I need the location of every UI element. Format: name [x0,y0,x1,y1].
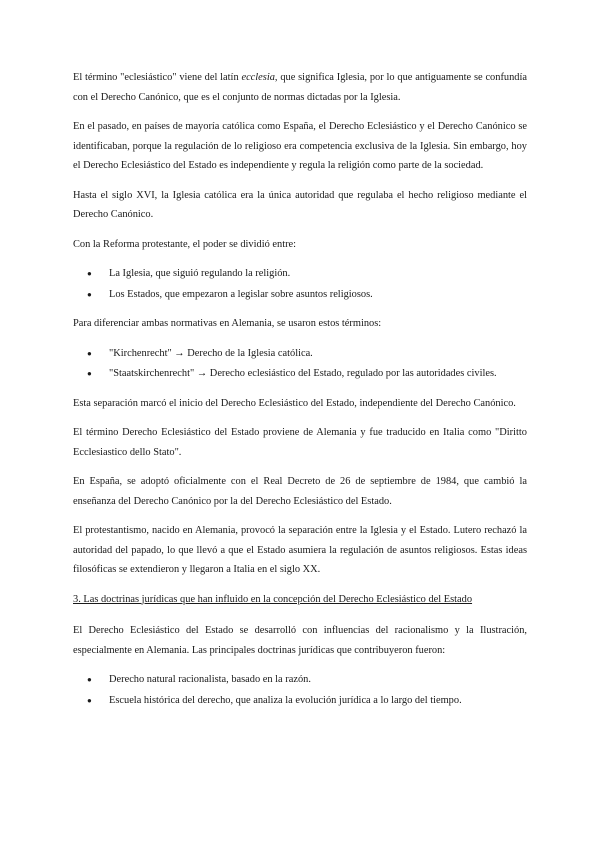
bullet-icon: ● [87,269,92,278]
paragraph-terms-intro: Para diferenciar ambas normativas en Alemania, se usaron estos términos: [73,318,382,329]
latin-term: ecclesia [241,72,275,83]
list-item-text: Escuela histórica del derecho, que analiza la evolución jurídica a lo largo del tiempo. [109,694,462,706]
list-item-text: "Kirchenrecht" → Derecho de la Iglesia católica. [109,347,313,359]
paragraph-doctrines: El Derecho Eclesiástico del Estado se desarrolló con influencias del racionalismo y la Ilustración, especialmente en Alemania. Las principales doctrinas jurídicas que contribuyeron fueron: [73,625,527,656]
paragraph-past: En el pasado, en países de mayoría católica como España, el Derecho Eclesiástico y el Derecho Canónico se identificaban, porque la regulación de lo religioso era competencia exclusiva de la Iglesia. Sin embargo, hoy el Derecho Eclesiástico del Estado es independiente y regula la religión como parte de la sociedad. [73,121,527,171]
paragraph-origin: El término Derecho Eclesiástico del Estado proviene de Alemania y fue traducido en Italia como "Diritto Ecclesiastico dello Stato". [73,427,527,458]
list-item-text: Los Estados, que empezaron a legislar sobre asuntos religiosos. [109,288,373,300]
list-item-text: "Staatskirchenrecht" → Derecho eclesiástico del Estado, regulado por las autoridades civiles. [109,368,497,379]
paragraph-separation: Esta separación marcó el inicio del Derecho Eclesiástico del Estado, independiente del Derecho Canónico. [73,397,516,409]
list-item [73,691,527,711]
paragraph-text: El término "eclesiástico" viene del latín [73,72,242,83]
list-item [73,285,527,305]
list-power-division [73,264,527,304]
list-item [73,264,527,284]
section-heading: 3. Las doctrinas jurídicas que han influido en la concepción del Derecho Eclesiástico del Estado [73,593,473,605]
paragraph-reform: Con la Reforma protestante, el poder se dividió entre: [73,238,297,250]
list-item [73,344,527,364]
paragraph-protestantism: El protestantismo, nacido en Alemania, provocó la separación entre la Iglesia y el Estado. Lutero rechazó la autoridad del papado, lo que llevó a que el Estado asumiera la regulación de asuntos religiosos. Estas ideas filosóficas se extendieron y llegaron a Italia en el siglo XX. [73,525,527,575]
list-terms [73,344,527,384]
paragraph-text: , que significa Iglesia, por lo que antiguamente se confundía con el Derecho Canónico, que es el conjunto de normas dictadas por la Iglesia. [73,72,527,103]
list-item [73,670,527,690]
list-item [73,364,527,384]
bullet-icon: ● [87,289,92,299]
paragraph-xvi-century: Hasta el siglo XVI, la Iglesia católica era la única autoridad que regulaba el hecho religioso mediante el Derecho Canónico. [73,189,527,220]
list-doctrines [73,670,527,710]
list-item-text: La Iglesia, que siguió regulando la religión. [109,268,291,279]
paragraph-etymology [73,68,527,107]
bullet-icon: ● [87,695,92,705]
paragraph-spain: En España, se adoptó oficialmente con el Real Decreto de 26 de septiembre de 1984, que cambió la enseñanza del Derecho Canónico por la del Derecho Eclesiástico del Estado. [73,476,527,507]
bullet-icon: ● [87,675,92,684]
bullet-icon: ● [87,348,92,358]
list-item-text: Derecho natural racionalista, basado en la razón. [109,674,311,685]
bullet-icon: ● [87,369,92,378]
